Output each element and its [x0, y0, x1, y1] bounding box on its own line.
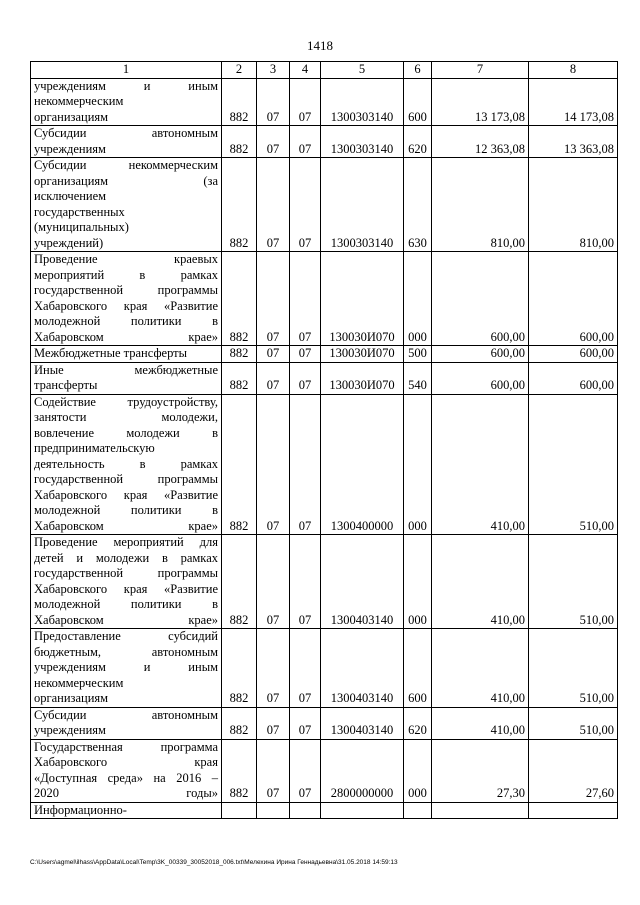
code-target: 1300403140 [321, 629, 404, 708]
row-name-line: Содействие трудоустройству, [34, 394, 218, 409]
code-admin: 882 [222, 394, 257, 535]
amount-year-1: 600,00 [432, 252, 529, 346]
row-name-line: «Доступная среда» на 2016 – [34, 770, 218, 785]
table-row [31, 535, 618, 629]
code-target: 130030И070 [321, 346, 404, 363]
row-name [31, 158, 222, 252]
row-name-line: Субсидии автономным [34, 126, 218, 140]
table-row [31, 126, 618, 158]
row-name-line: Государственная программа [34, 739, 218, 754]
code-target: 130030И070 [321, 252, 404, 346]
row-name-line: Хабаровского края «Развитие [34, 298, 218, 313]
code-section: 07 [257, 362, 290, 394]
row-name-line: учреждений) [34, 235, 104, 250]
amount-year-2: 810,00 [529, 158, 618, 252]
row-name [31, 362, 222, 394]
row-name-line: Хабаровском крае» [34, 329, 218, 344]
code-section [257, 802, 290, 819]
code-subsection: 07 [290, 126, 321, 158]
code-target: 1300303140 [321, 158, 404, 252]
code-admin: 882 [222, 252, 257, 346]
row-name-line: Субсидии некоммерческим [34, 158, 218, 172]
code-admin: 882 [222, 629, 257, 708]
row-name-line: трансферты [34, 378, 98, 392]
code-admin: 882 [222, 707, 257, 739]
table-row [31, 158, 618, 252]
code-section: 07 [257, 394, 290, 535]
code-admin: 882 [222, 126, 257, 158]
code-section: 07 [257, 126, 290, 158]
code-subsection: 07 [290, 78, 321, 126]
file-path-footer: C:\Users\agmel\ilhass\AppData\Local\Temp\3K_00339_30052018_006.txt\Мелехина Ирина Геннадьевна\31.05.2018 14:59:13 [30, 859, 398, 866]
row-name-line: Проведение краевых [34, 252, 218, 266]
row-name-line: детей и молодежи в рамках [34, 550, 218, 565]
row-name-line: занятости молодежи, [34, 410, 218, 424]
row-name-line: Информационно- [34, 802, 127, 817]
code-section: 07 [257, 535, 290, 629]
row-name-line: Межбюджетные трансферты [34, 346, 188, 360]
code-expense-type: 620 [404, 126, 432, 158]
code-admin: 882 [222, 739, 257, 802]
row-name [31, 535, 222, 629]
amount-year-2: 600,00 [529, 362, 618, 394]
row-name [31, 252, 222, 346]
col-header: 6 [404, 62, 432, 79]
row-name-line: молодежной политики в [34, 597, 218, 611]
col-header: 5 [321, 62, 404, 79]
amount-year-1: 410,00 [432, 707, 529, 739]
code-subsection: 07 [290, 707, 321, 739]
table-row [31, 78, 618, 126]
code-target: 130030И070 [321, 362, 404, 394]
code-expense-type: 600 [404, 78, 432, 126]
page-number: 1418 [307, 38, 333, 53]
row-name-line: государственной программы [34, 472, 218, 486]
row-name-line: государственной программы [34, 283, 218, 297]
code-admin: 882 [222, 362, 257, 394]
row-name-line: Иные межбюджетные [34, 362, 218, 377]
row-name-line: Хабаровском крае» [34, 518, 218, 533]
amount-year-1: 600,00 [432, 362, 529, 394]
code-section: 07 [257, 158, 290, 252]
row-name-line: мероприятий в рамках [34, 267, 218, 282]
code-expense-type: 000 [404, 739, 432, 802]
row-name [31, 126, 222, 158]
row-name-line: Субсидии автономным [34, 707, 218, 722]
code-expense-type: 000 [404, 535, 432, 629]
row-name-line: 2020 годы» [34, 786, 218, 800]
amount-year-2: 14 173,08 [529, 78, 618, 126]
row-name [31, 739, 222, 802]
row-name-line: Хабаровского края «Развитие [34, 487, 218, 502]
code-target: 1300303140 [321, 78, 404, 126]
table-row [31, 346, 618, 363]
amount-year-1: 27,30 [432, 739, 529, 802]
code-expense-type: 600 [404, 629, 432, 708]
code-admin [222, 802, 257, 819]
amount-year-1: 600,00 [432, 346, 529, 363]
row-name-line: Хабаровского края [34, 755, 218, 769]
code-target: 1300403140 [321, 707, 404, 739]
code-section: 07 [257, 629, 290, 708]
code-subsection: 07 [290, 346, 321, 363]
amount-year-1: 810,00 [432, 158, 529, 252]
col-header: 8 [529, 62, 618, 79]
row-name-line: организациям [34, 109, 109, 124]
amount-year-2 [529, 802, 618, 819]
code-expense-type: 620 [404, 707, 432, 739]
code-admin: 882 [222, 346, 257, 363]
col-header: 4 [290, 62, 321, 79]
row-name-line: Предоставление субсидий [34, 629, 218, 643]
amount-year-1: 410,00 [432, 535, 529, 629]
row-name-line: государственных [34, 204, 125, 219]
code-expense-type: 000 [404, 252, 432, 346]
amount-year-1: 410,00 [432, 629, 529, 708]
row-name-line: учреждениям [34, 723, 106, 737]
amount-year-2: 510,00 [529, 707, 618, 739]
table-row [31, 629, 618, 708]
row-name-line: Проведение мероприятий для [34, 535, 218, 549]
row-name-line: некоммерческим [34, 94, 124, 108]
amount-year-2: 600,00 [529, 252, 618, 346]
table-row [31, 707, 618, 739]
row-name-line: молодежной политики в [34, 503, 218, 517]
row-name-line: учреждениям и иным [34, 78, 218, 93]
row-name-line: некоммерческим [34, 675, 124, 690]
row-name [31, 707, 222, 739]
code-admin: 882 [222, 535, 257, 629]
amount-year-2: 27,60 [529, 739, 618, 802]
code-target [321, 802, 404, 819]
row-name [31, 802, 222, 819]
table-row [31, 802, 618, 819]
code-expense-type: 540 [404, 362, 432, 394]
code-subsection [290, 802, 321, 819]
code-section: 07 [257, 252, 290, 346]
table-row [31, 252, 618, 346]
row-name [31, 629, 222, 708]
code-subsection: 07 [290, 394, 321, 535]
table-row [31, 394, 618, 535]
code-section: 07 [257, 78, 290, 126]
budget-table [30, 61, 618, 819]
code-target: 1300403140 [321, 535, 404, 629]
row-name-line: предпринимательскую [34, 441, 155, 455]
amount-year-1: 12 363,08 [432, 126, 529, 158]
amount-year-1 [432, 802, 529, 819]
code-expense-type: 630 [404, 158, 432, 252]
amount-year-1: 13 173,08 [432, 78, 529, 126]
code-target: 1300303140 [321, 126, 404, 158]
col-header: 7 [432, 62, 529, 79]
row-name-line: молодежной политики в [34, 314, 218, 328]
code-expense-type: 000 [404, 394, 432, 535]
code-subsection: 07 [290, 629, 321, 708]
amount-year-2: 510,00 [529, 535, 618, 629]
row-name-line: государственной программы [34, 566, 218, 580]
code-admin: 882 [222, 158, 257, 252]
code-subsection: 07 [290, 252, 321, 346]
amount-year-1: 410,00 [432, 394, 529, 535]
amount-year-2: 13 363,08 [529, 126, 618, 158]
row-name [31, 394, 222, 535]
header-row [31, 62, 618, 79]
code-expense-type: 500 [404, 346, 432, 363]
row-name-line: организациям [34, 691, 109, 705]
table-row [31, 362, 618, 394]
row-name-line: деятельность в рамках [34, 456, 218, 471]
code-target: 1300400000 [321, 394, 404, 535]
amount-year-2: 510,00 [529, 629, 618, 708]
code-target: 2800000000 [321, 739, 404, 802]
amount-year-2: 600,00 [529, 346, 618, 363]
col-header: 1 [31, 62, 222, 79]
code-section: 07 [257, 739, 290, 802]
code-subsection: 07 [290, 739, 321, 802]
row-name-line: исключением [34, 189, 107, 203]
row-name-line: бюджетным, автономным [34, 644, 218, 659]
row-name-line: учреждениям и иным [34, 660, 218, 674]
code-subsection: 07 [290, 362, 321, 394]
code-section: 07 [257, 707, 290, 739]
table-row [31, 739, 618, 802]
row-name-line: Хабаровского края «Развитие [34, 581, 218, 596]
code-subsection: 07 [290, 535, 321, 629]
col-header: 3 [257, 62, 290, 79]
row-name-line: организациям (за [34, 173, 218, 188]
row-name-line: Хабаровском крае» [34, 612, 218, 627]
col-header: 2 [222, 62, 257, 79]
row-name-line: учреждениям [34, 141, 106, 156]
code-admin: 882 [222, 78, 257, 126]
code-section: 07 [257, 346, 290, 363]
row-name-line: (муниципальных) [34, 220, 129, 234]
code-expense-type [404, 802, 432, 819]
code-subsection: 07 [290, 158, 321, 252]
amount-year-2: 510,00 [529, 394, 618, 535]
row-name [31, 346, 222, 363]
row-name-line: вовлечение молодежи в [34, 425, 218, 440]
row-name [31, 78, 222, 126]
